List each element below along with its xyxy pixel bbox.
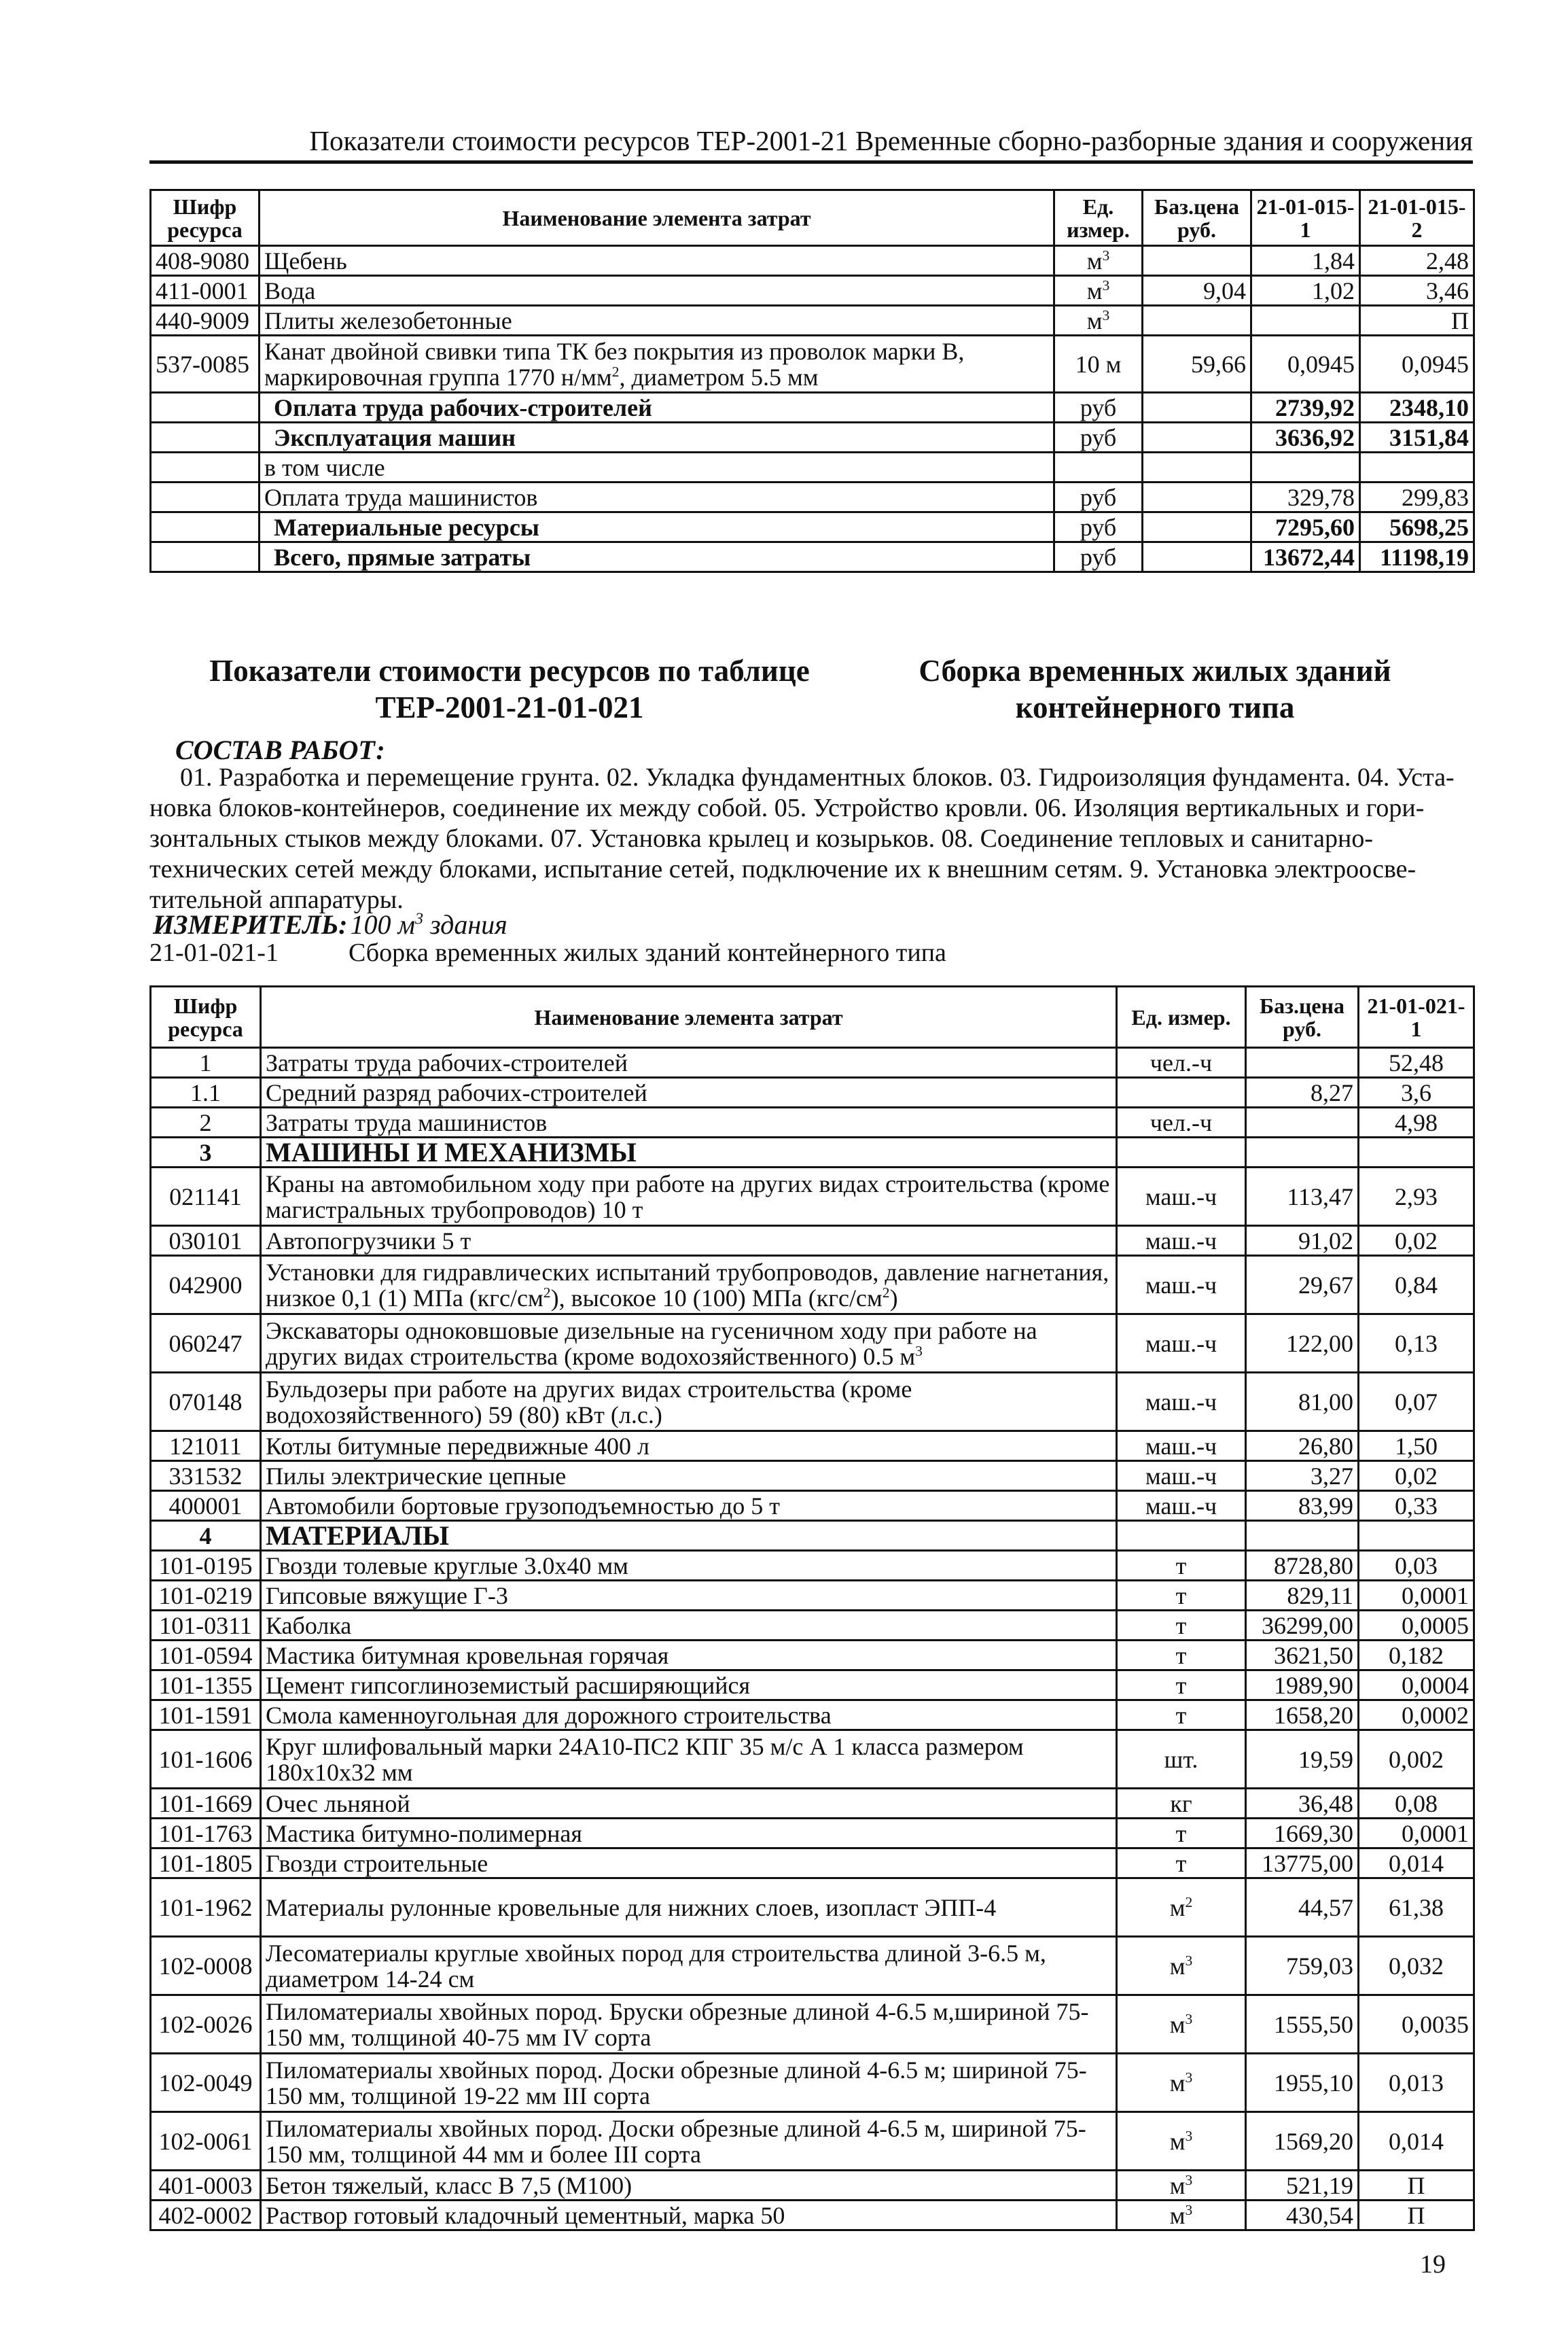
table-row: [151, 1461, 1474, 1491]
base-price: [1246, 1048, 1359, 1078]
resource-code: 021141: [151, 1168, 261, 1226]
table1-header-row: [151, 190, 1474, 246]
resource-code: 440-9009: [151, 306, 260, 336]
resource-code: 401-0003: [151, 2171, 261, 2201]
base-price: [1246, 1521, 1359, 1551]
table-row: [151, 423, 1474, 453]
table1-header-code: Шифр ресурса: [151, 190, 260, 246]
table2-header-row: [151, 987, 1474, 1048]
base-price: 19,59: [1246, 1730, 1359, 1789]
meter-label: ИЗМЕРИТЕЛЬ:: [153, 909, 348, 940]
table-row: [151, 542, 1474, 572]
unit: руб: [1054, 423, 1143, 453]
unit: шт.: [1117, 1730, 1246, 1789]
resource-name: Канат двойной свивки типа ТК без покрытия из проволок марки В, маркировочная группа 1770 $н/мм^2$, диаметром 5.5 мм: [260, 336, 1054, 393]
norm-value-1: 1,84: [1251, 246, 1360, 276]
base-price: [1143, 453, 1251, 483]
unit: [1054, 453, 1143, 483]
base-price: 59,66: [1143, 336, 1251, 393]
norm-value: 0,0004: [1359, 1670, 1474, 1700]
resource-code: 070148: [151, 1373, 261, 1431]
table2-header-price: Баз.цена руб.: [1246, 987, 1359, 1048]
norm-value: 61,38: [1359, 1878, 1474, 1937]
norm-value-2: 2,48: [1360, 246, 1474, 276]
norm-value: 0,07: [1359, 1373, 1474, 1431]
section-title-right-line1: Сборка временных жилых зданий: [919, 654, 1391, 688]
base-price: 8,27: [1246, 1078, 1359, 1108]
base-price: 122,00: [1246, 1314, 1359, 1373]
norm-value: 0,33: [1359, 1491, 1474, 1521]
unit: т: [1117, 1581, 1246, 1611]
base-price: 1955,10: [1246, 2054, 1359, 2112]
work-line: технических сетей между блоками, испытание сетей, подключение их к внешним сетям. 9. Установка электроосве-: [149, 855, 1416, 883]
resource-name: Пиломатериалы хвойных пород. Доски обрезные длиной 4-6.5 м; шириной 75-150 мм, толщиной 19-22 мм III сорта: [261, 2054, 1117, 2112]
norm-value: П: [1359, 2201, 1474, 2230]
unit: маш.-ч: [1117, 1256, 1246, 1314]
table-row: [151, 1226, 1474, 1256]
base-price: 113,47: [1246, 1168, 1359, 1226]
base-price: [1143, 512, 1251, 542]
resource-cost-table-021: [149, 985, 1475, 2231]
base-price: 13775,00: [1246, 1848, 1359, 1878]
resource-name: Вода: [260, 276, 1054, 306]
norm-value-2: 3,46: [1360, 276, 1474, 306]
unit: маш.-ч: [1117, 1491, 1246, 1521]
section-title-right-line2: контейнерного типа: [1015, 690, 1295, 724]
unit: маш.-ч: [1117, 1168, 1246, 1226]
resource-code: 102-0061: [151, 2112, 261, 2171]
resource-code: 101-1669: [151, 1789, 261, 1819]
work-composition-text: [149, 763, 1474, 915]
resource-name: Котлы битумные передвижные 400 л: [261, 1431, 1117, 1461]
norm-value-2: 3151,84: [1360, 423, 1474, 453]
table-row: [151, 512, 1474, 542]
resource-name: Экскаваторы одноковшовые дизельные на гусеничном ходу при работе на других видах строительства (кроме водохозяйственного) 0.5 $м^3$: [261, 1314, 1117, 1373]
norm-value: 0,0035: [1359, 1995, 1474, 2054]
norm-value-2: 11198,19: [1360, 542, 1474, 572]
table-row: [151, 1819, 1474, 1848]
unit: $м^2$: [1117, 1878, 1246, 1937]
base-price: 83,99: [1246, 1491, 1359, 1521]
resource-name: Очес льняной: [261, 1789, 1117, 1819]
base-price: [1143, 306, 1251, 336]
resource-name: Круг шлифовальный марки 24А10-ПС2 КПГ 35 м/с А 1 класса размером 180х10х32 мм: [261, 1730, 1117, 1789]
base-price: 759,03: [1246, 1937, 1359, 1995]
resource-code: 101-1355: [151, 1670, 261, 1700]
resource-code: 402-0002: [151, 2201, 261, 2230]
work-line: новка блоков-контейнеров, соединение их между собой. 05. Устройство кровли. 06. Изоляция вертикальных и гори-: [149, 794, 1425, 822]
resource-name: Щебень: [260, 246, 1054, 276]
resource-name: Плиты железобетонные: [260, 306, 1054, 336]
base-price: [1143, 393, 1251, 423]
resource-code: 102-0049: [151, 2054, 261, 2112]
base-price: [1143, 542, 1251, 572]
norm-code-line: [149, 938, 946, 968]
resource-name: Пиломатериалы хвойных пород. Бруски обрезные длиной 4-6.5 м,шириной 75-150 мм, толщиной 40-75 мм IV сорта: [261, 1995, 1117, 2054]
resource-name: Лесоматериалы круглые хвойных пород для строительства длиной 3-6.5 м, диаметром 14-24 см: [261, 1937, 1117, 1995]
resource-name: Цемент гипсоглиноземистый расширяющийся: [261, 1670, 1117, 1700]
resource-name: Краны на автомобильном ходу при работе на других видах строительства (кроме магистральных трубопроводов) 10 т: [261, 1168, 1117, 1226]
resource-code: 1.1: [151, 1078, 261, 1108]
norm-value-2: 2348,10: [1360, 393, 1474, 423]
table-row: [151, 1048, 1474, 1078]
unit: чел.-ч: [1117, 1048, 1246, 1078]
base-price: [1143, 246, 1251, 276]
norm-value-1: 329,78: [1251, 483, 1360, 512]
resource-name: Пиломатериалы хвойных пород. Доски обрезные длиной 4-6.5 м, шириной 75-150 мм, толщиной 44 мм и более III сорта: [261, 2112, 1117, 2171]
base-price: 36,48: [1246, 1789, 1359, 1819]
base-price: [1143, 423, 1251, 453]
table-row: [151, 2112, 1474, 2171]
norm-value: 2,93: [1359, 1168, 1474, 1226]
resource-name: Всего, прямые затраты: [260, 542, 1054, 572]
unit: руб: [1054, 483, 1143, 512]
norm-value: 0,84: [1359, 1256, 1474, 1314]
unit: кг: [1117, 1789, 1246, 1819]
resource-code: 2: [151, 1108, 261, 1138]
base-price: 3,27: [1246, 1461, 1359, 1491]
base-price: 1555,50: [1246, 1995, 1359, 2054]
resource-code: 331532: [151, 1461, 261, 1491]
resource-name: Эксплуатация машин: [260, 423, 1054, 453]
resource-code: 537-0085: [151, 336, 260, 393]
norm-value: 0,08: [1359, 1789, 1474, 1819]
norm-value: 0,002: [1359, 1730, 1474, 1789]
base-price: 81,00: [1246, 1373, 1359, 1431]
work-composition-label: СОСТАВ РАБОТ:: [175, 735, 385, 765]
resource-code: 060247: [151, 1314, 261, 1373]
resource-code: [151, 512, 260, 542]
unit: руб: [1054, 393, 1143, 423]
unit: $м^3$: [1054, 306, 1143, 336]
page-number: 19: [1420, 2250, 1446, 2279]
base-price: 9,04: [1143, 276, 1251, 306]
unit: руб: [1054, 512, 1143, 542]
resource-code: 101-1606: [151, 1730, 261, 1789]
table-row: [151, 1641, 1474, 1670]
table2-header-code: Шифр ресурса: [151, 987, 261, 1048]
norm-value: 0,03: [1359, 1551, 1474, 1581]
base-price: 44,57: [1246, 1878, 1359, 1937]
unit: т: [1117, 1819, 1246, 1848]
resource-name: МАШИНЫ И МЕХАНИЗМЫ: [261, 1138, 1117, 1168]
table1-header-name: Наименование элемента затрат: [260, 190, 1054, 246]
unit: т: [1117, 1641, 1246, 1670]
norm-value: [1359, 1138, 1474, 1168]
norm-value-2: 5698,25: [1360, 512, 1474, 542]
norm-value: 0,014: [1359, 2112, 1474, 2171]
norm-value: П: [1359, 2171, 1474, 2201]
norm-value: 0,13: [1359, 1314, 1474, 1373]
norm-value: 0,0005: [1359, 1611, 1474, 1641]
norm-value: 0,02: [1359, 1226, 1474, 1256]
resource-name: Мастика битумно-полимерная: [261, 1819, 1117, 1848]
table-row: [151, 276, 1474, 306]
base-price: 3621,50: [1246, 1641, 1359, 1670]
table-row: [151, 1937, 1474, 1995]
base-price: 1669,30: [1246, 1819, 1359, 1848]
table-row: [151, 1878, 1474, 1937]
resource-code: 102-0008: [151, 1937, 261, 1995]
resource-name: Автопогрузчики 5 т: [261, 1226, 1117, 1256]
resource-name: Гвозди толевые круглые 3.0х40 мм: [261, 1551, 1117, 1581]
table-row: [151, 2171, 1474, 2201]
table-row: [151, 483, 1474, 512]
table-row: [151, 1078, 1474, 1108]
meter-value: 100 $м^3$ здания: [350, 909, 507, 940]
table1-header-unit: Ед. измер.: [1054, 190, 1143, 246]
norm-value: 0,013: [1359, 2054, 1474, 2112]
unit: т: [1117, 1611, 1246, 1641]
unit: $м^3$: [1117, 2112, 1246, 2171]
table2-header-unit: Ед. измер.: [1117, 987, 1246, 1048]
base-price: 1658,20: [1246, 1700, 1359, 1730]
resource-name: Раствор готовый кладочный цементный, марка 50: [261, 2201, 1117, 2230]
resource-name: Бетон тяжелый, класс В 7,5 (М100): [261, 2171, 1117, 2201]
resource-code: 408-9080: [151, 246, 260, 276]
table1-header-price: Баз.цена руб.: [1143, 190, 1251, 246]
base-price: [1143, 483, 1251, 512]
unit: руб: [1054, 542, 1143, 572]
table-row: [151, 1108, 1474, 1138]
page-header-text: Показатели стоимости ресурсов ТЕР-2001-21 Временные сборно-разборные здания и сооружения: [309, 125, 1473, 156]
resource-code: 3: [151, 1138, 261, 1168]
work-line: 01. Разработка и перемещение грунта. 02. Укладка фундаментных блоков. 03. Гидроизоляция фундамента. 04. Уста-: [180, 763, 1455, 792]
resource-name: Оплата труда рабочих-строителей: [260, 393, 1054, 423]
resource-code: [151, 393, 260, 423]
base-price: 29,67: [1246, 1256, 1359, 1314]
resource-code: 042900: [151, 1256, 261, 1314]
table-row: [151, 246, 1474, 276]
unit: $м^3$: [1117, 2054, 1246, 2112]
table-row: [151, 1700, 1474, 1730]
resource-code: 1: [151, 1048, 261, 1078]
resource-name: Каболка: [261, 1611, 1117, 1641]
resource-name: Бульдозеры при работе на других видах строительства (кроме водохозяйственного) 59 (80) кВт (л.с.): [261, 1373, 1117, 1431]
resource-code: 121011: [151, 1431, 261, 1461]
resource-code: 030101: [151, 1226, 261, 1256]
unit: маш.-ч: [1117, 1226, 1246, 1256]
table-row: [151, 1789, 1474, 1819]
resource-code: 101-1962: [151, 1878, 261, 1937]
norm-value: 52,48: [1359, 1048, 1474, 1078]
base-price: 36299,00: [1246, 1611, 1359, 1641]
resource-name: Оплата труда машинистов: [260, 483, 1054, 512]
unit: 10 м: [1054, 336, 1143, 393]
work-line: зонтальных стыков между блоками. 07. Установка крылец и козырьков. 08. Соединение тепловых и санитарно-: [149, 824, 1374, 853]
unit: $м^3$: [1054, 276, 1143, 306]
resource-code: 101-0594: [151, 1641, 261, 1670]
unit: $м^3$: [1117, 1937, 1246, 1995]
unit: маш.-ч: [1117, 1373, 1246, 1431]
resource-name: Средний разряд рабочих-строителей: [261, 1078, 1117, 1108]
resource-code: [151, 453, 260, 483]
table-row: [151, 1730, 1474, 1789]
table2-header-col1: 21-01-021-1: [1359, 987, 1474, 1048]
resource-cost-table-015: [149, 189, 1475, 573]
resource-code: 101-0195: [151, 1551, 261, 1581]
table-row: [151, 1581, 1474, 1611]
base-price: [1246, 1138, 1359, 1168]
norm-value-1: 13672,44: [1251, 542, 1360, 572]
page-header: [149, 122, 1473, 164]
table-row: [151, 1670, 1474, 1700]
norm-value-2: 0,0945: [1360, 336, 1474, 393]
resource-code: 101-1591: [151, 1700, 261, 1730]
resource-name: Смола каменноугольная для дорожного строительства: [261, 1700, 1117, 1730]
base-price: 8728,80: [1246, 1551, 1359, 1581]
unit: маш.-ч: [1117, 1431, 1246, 1461]
resource-name: Затраты труда машинистов: [261, 1108, 1117, 1138]
resource-name: Материальные ресурсы: [260, 512, 1054, 542]
resource-name: Установки для гидравлических испытаний трубопроводов, давление нагнетания, низкое 0,1 (1) МПа $(кгс/см^2)$, высокое 10 (100) МПа $(кгс/см^2)$: [261, 1256, 1117, 1314]
unit: маш.-ч: [1117, 1461, 1246, 1491]
norm-value: 3,6: [1359, 1078, 1474, 1108]
table-row: [151, 1995, 1474, 2054]
table-row: [151, 453, 1474, 483]
unit: $м^3$: [1117, 2171, 1246, 2201]
table1-header-col1: 21-01-015-1: [1251, 190, 1360, 246]
base-price: 91,02: [1246, 1226, 1359, 1256]
table-row: [151, 1431, 1474, 1461]
resource-code: 4: [151, 1521, 261, 1551]
table-row: [151, 393, 1474, 423]
resource-name: Автомобили бортовые грузоподъемностью до 5 т: [261, 1491, 1117, 1521]
norm-value: 0,0002: [1359, 1700, 1474, 1730]
unit: т: [1117, 1551, 1246, 1581]
table-row: [151, 1848, 1474, 1878]
unit: т: [1117, 1848, 1246, 1878]
norm-value: 0,0001: [1359, 1581, 1474, 1611]
table-row: [151, 1611, 1474, 1641]
norm-value: 4,98: [1359, 1108, 1474, 1138]
unit: [1117, 1521, 1246, 1551]
norm-value: [1359, 1521, 1474, 1551]
unit: т: [1117, 1700, 1246, 1730]
norm-value-1: [1251, 306, 1360, 336]
norm-value: 0,182: [1359, 1641, 1474, 1670]
base-price: 430,54: [1246, 2201, 1359, 2230]
norm-value-2: [1360, 453, 1474, 483]
meter-line: [149, 909, 507, 941]
resource-code: [151, 542, 260, 572]
norm-value-2: П: [1360, 306, 1474, 336]
resource-name: Пилы электрические цепные: [261, 1461, 1117, 1491]
resource-code: 411-0001: [151, 276, 260, 306]
norm-value: 1,50: [1359, 1431, 1474, 1461]
table-row: [151, 1491, 1474, 1521]
resource-name: Материалы рулонные кровельные для нижних слоев, изопласт ЭПП-4: [261, 1878, 1117, 1937]
norm-code-title: Сборка временных жилых зданий контейнерного типа: [348, 939, 946, 967]
table-row: [151, 336, 1474, 393]
table-row: [151, 1314, 1474, 1373]
norm-value: 0,014: [1359, 1848, 1474, 1878]
resource-code: 101-0219: [151, 1581, 261, 1611]
norm-value-1: 2739,92: [1251, 393, 1360, 423]
unit: $м^3$: [1117, 1995, 1246, 2054]
section-title-left-line1: Показатели стоимости ресурсов по таблице: [209, 654, 810, 688]
base-price: 829,11: [1246, 1581, 1359, 1611]
unit: $м^3$: [1117, 2201, 1246, 2230]
norm-value: 0,032: [1359, 1937, 1474, 1995]
resource-name: в том числе: [260, 453, 1054, 483]
section-row: [151, 1138, 1474, 1168]
table-row: [151, 1551, 1474, 1581]
base-price: [1246, 1108, 1359, 1138]
resource-code: 400001: [151, 1491, 261, 1521]
resource-code: [151, 483, 260, 512]
table-row: [151, 2054, 1474, 2112]
resource-name: Мастика битумная кровельная горячая: [261, 1641, 1117, 1670]
unit: $м^3$: [1054, 246, 1143, 276]
table-row: [151, 1256, 1474, 1314]
norm-value-2: 299,83: [1360, 483, 1474, 512]
norm-value-1: 7295,60: [1251, 512, 1360, 542]
resource-code: 101-0311: [151, 1611, 261, 1641]
unit: маш.-ч: [1117, 1314, 1246, 1373]
resource-code: 101-1763: [151, 1819, 261, 1848]
norm-value-1: [1251, 453, 1360, 483]
resource-name: Гипсовые вяжущие Г-3: [261, 1581, 1117, 1611]
norm-value-1: 0,0945: [1251, 336, 1360, 393]
section-row: [151, 1521, 1474, 1551]
work-line: тительной аппаратуры.: [149, 886, 404, 914]
section-title-left-line2: ТЕР-2001-21-01-021: [375, 690, 644, 724]
norm-value-1: 3636,92: [1251, 423, 1360, 453]
norm-value: 0,02: [1359, 1461, 1474, 1491]
base-price: 26,80: [1246, 1431, 1359, 1461]
norm-value: 0,0001: [1359, 1819, 1474, 1848]
unit: [1117, 1078, 1246, 1108]
resource-name: МАТЕРИАЛЫ: [261, 1521, 1117, 1551]
table-row: [151, 306, 1474, 336]
resource-name: Затраты труда рабочих-строителей: [261, 1048, 1117, 1078]
unit: [1117, 1138, 1246, 1168]
table-row: [151, 1373, 1474, 1431]
norm-value-1: 1,02: [1251, 276, 1360, 306]
resource-name: Гвозди строительные: [261, 1848, 1117, 1878]
table2-header-name: Наименование элемента затрат: [261, 987, 1117, 1048]
base-price: 1989,90: [1246, 1670, 1359, 1700]
norm-code: 21-01-021-1: [149, 939, 279, 967]
unit: т: [1117, 1670, 1246, 1700]
resource-code: 102-0026: [151, 1995, 261, 2054]
table-row: [151, 1168, 1474, 1226]
table-row: [151, 2201, 1474, 2230]
unit: чел.-ч: [1117, 1108, 1246, 1138]
resource-code: 101-1805: [151, 1848, 261, 1878]
section-title-right: [863, 652, 1447, 726]
table1-header-col2: 21-01-015-2: [1360, 190, 1474, 246]
resource-code: [151, 423, 260, 453]
base-price: 521,19: [1246, 2171, 1359, 2201]
base-price: 1569,20: [1246, 2112, 1359, 2171]
section-title-left: [204, 652, 815, 726]
